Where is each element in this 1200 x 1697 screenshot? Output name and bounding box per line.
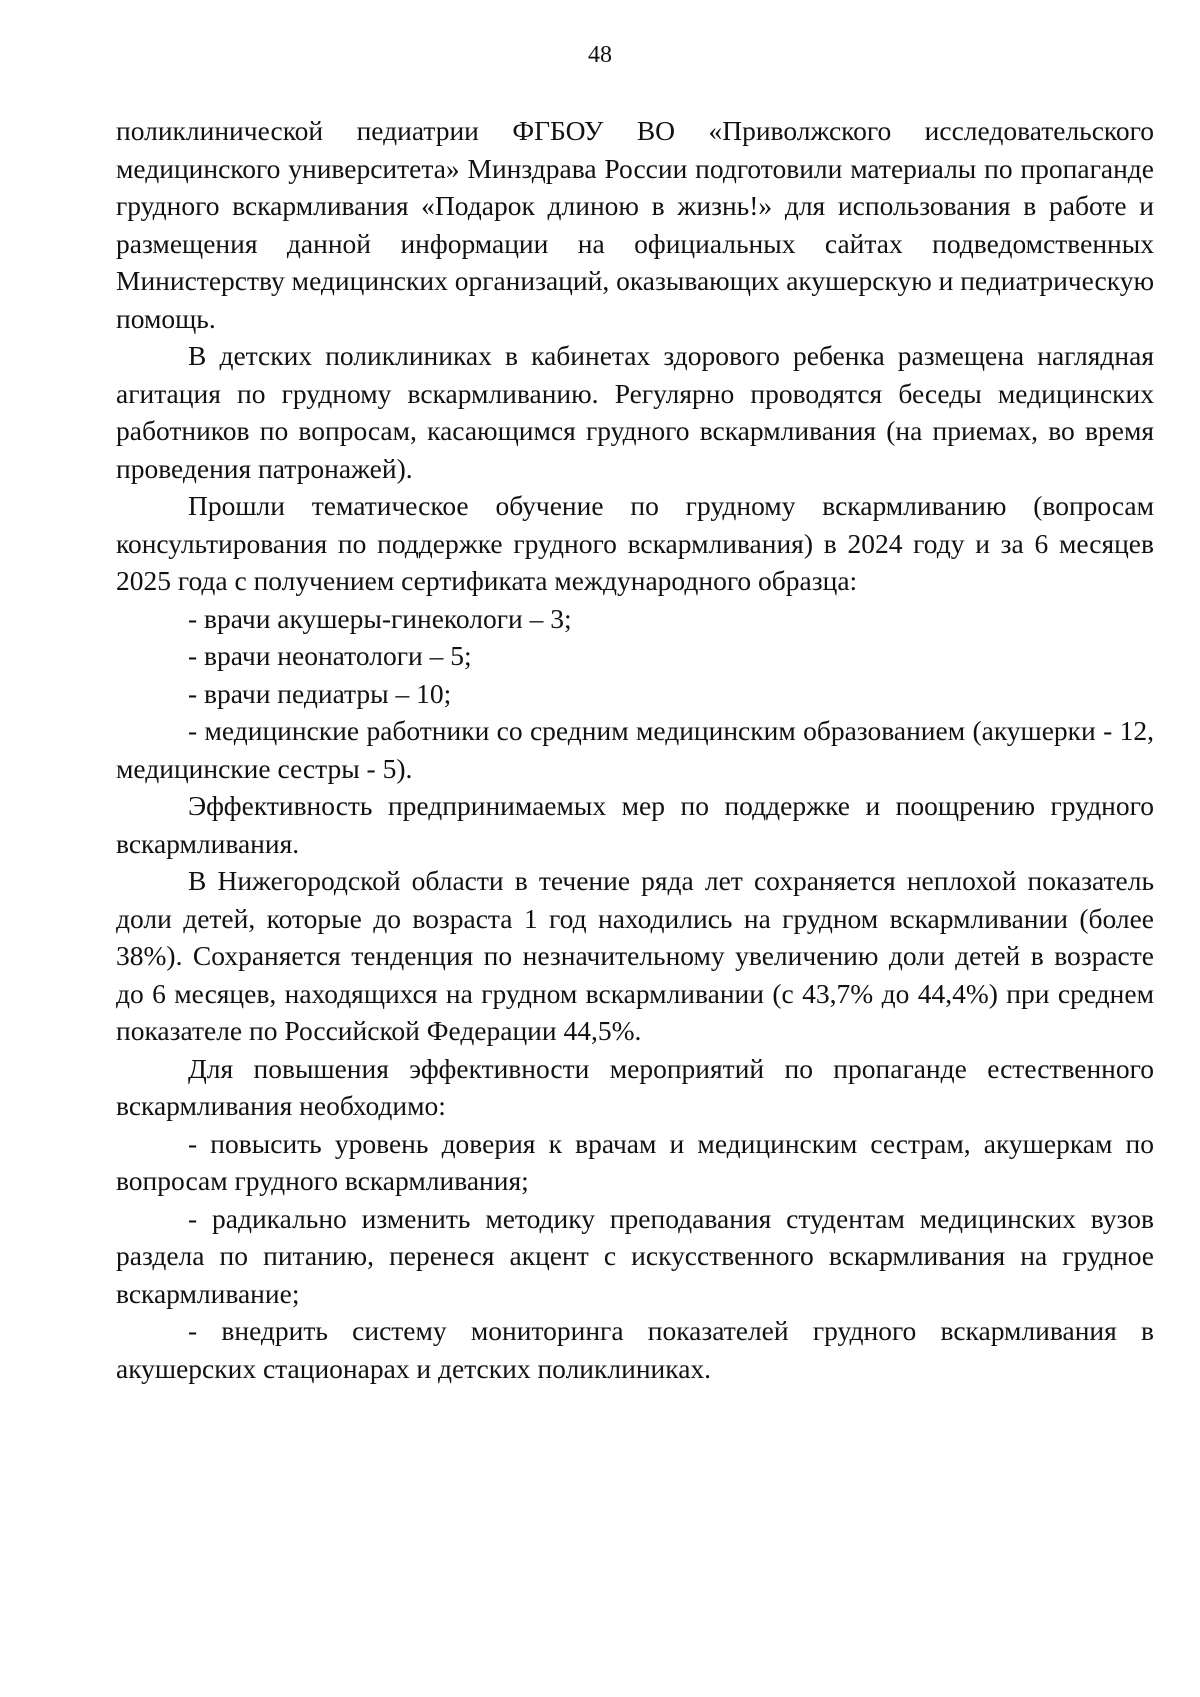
page-number: 48 [588, 42, 612, 68]
paragraph-effectiveness-heading: Эффективность предпринимаемых мер по поддержке и поощрению грудного вскармливания. [116, 790, 1154, 859]
list-item: - врачи педиатры – 10; [188, 677, 452, 709]
paragraph-recommendations-intro: Для повышения эффективности мероприятий по пропаганде естественного вскармливания необходимо: [116, 1052, 1154, 1121]
document-body [116, 112, 1154, 1387]
list-item: - внедрить систему мониторинга показателей грудного вскармливания в акушерских стационарах и детских поликлиниках. [116, 1315, 1154, 1384]
paragraph-continuation: поликлинической педиатрии ФГБОУ ВО «Приволжского исследовательского медицинского университета» Минздрава России подготовили материалы по пропаганде грудного вскармливания «Подарок длиною в жизнь!» для использования в работе и размещения данной информации на официальных сайтах подведомственных Министерству медицинских организаций, оказывающих акушерскую и педиатрическую помощь. [116, 115, 1154, 334]
list-item: - радикально изменить методику преподавания студентам медицинских вузов раздела по питанию, перенеся акцент с искусственного вскармливания на грудное вскармливание; [116, 1202, 1154, 1309]
list-item: - врачи акушеры-гинекологи – 3; [188, 602, 572, 634]
list-item: - врачи неонатологи – 5; [188, 640, 472, 671]
paragraph-clinics-agitation: В детских поликлиниках в кабинетах здорового ребенка размещена наглядная агитация по грудному вскармливанию. Регулярно проводятся беседы медицинских работников по вопросам, касающимся грудного вскармливания (на приемах, во время проведения патронажей). [116, 340, 1154, 484]
paragraph-training: Прошли тематическое обучение по грудному вскармливанию (вопросам консультирования по поддержке грудного вскармливания) в 2024 году и за 6 месяцев 2025 года с получением сертификата международного образца: [116, 490, 1154, 596]
list-item: - медицинские работники со средним медицинским образованием (акушерки - 12, медицинские сестры - 5). [116, 715, 1154, 784]
list-item: - повысить уровень доверия к врачам и медицинским сестрам, акушеркам по вопросам грудного вскармливания; [116, 1127, 1154, 1196]
paragraph-statistics: В Нижегородской области в течение ряда лет сохраняется неплохой показатель доли детей, которые до возраста 1 год находились на грудном вскармливании (более 38%). Сохраняется тенденция по незначительному увеличению доли детей в возрасте до 6 месяцев, находящихся на грудном вскармливании (с 43,7% до 44,4%) при среднем показателе по Российской Федерации 44,5%. [116, 865, 1154, 1046]
